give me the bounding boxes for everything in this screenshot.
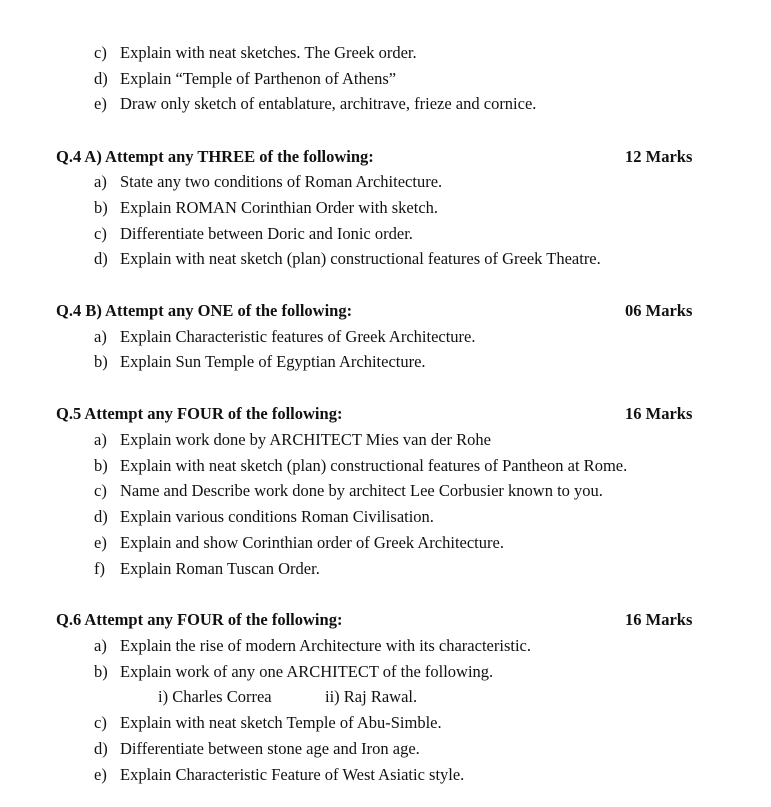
item-text: Explain “Temple of Parthenon of Athens” (120, 69, 397, 88)
item-text: Explain Characteristic features of Greek Architecture. (120, 327, 476, 346)
item-text: Explain Sun Temple of Egyptian Architecture. (120, 352, 426, 371)
item-text: Name and Describe work done by architect Lee Corbusier known to you. (120, 481, 603, 500)
question-marks: 16 Marks (625, 610, 693, 629)
item-label: c) (94, 224, 107, 243)
item-text: Differentiate between Doric and Ionic order. (120, 224, 413, 243)
list-item (94, 765, 464, 785)
item-text: Explain and show Corinthian order of Greek Architecture. (120, 533, 504, 552)
list-item (94, 94, 536, 114)
item-label: a) (94, 172, 107, 191)
item-text: Explain Characteristic Feature of West Asiatic style. (120, 765, 465, 784)
item-label: e) (94, 765, 107, 784)
item-text: Explain with neat sketch (plan) constructional features of Greek Theatre. (120, 249, 601, 268)
sub-option: ii) Raj Rawal. (325, 687, 418, 706)
item-label: c) (94, 481, 107, 500)
list-item (94, 739, 420, 759)
item-label: b) (94, 352, 108, 371)
list-item (94, 662, 493, 682)
list-item (94, 430, 491, 450)
item-label: e) (94, 533, 107, 552)
item-label: a) (94, 327, 107, 346)
item-text: Differentiate between stone age and Iron age. (120, 739, 420, 758)
question-heading: Q.4 B) Attempt any ONE of the following: (56, 301, 353, 320)
item-text: State any two conditions of Roman Architecture. (120, 172, 443, 191)
item-label: b) (94, 198, 108, 217)
item-text: Explain with neat sketches. The Greek order. (120, 43, 417, 62)
item-label: c) (94, 713, 107, 732)
list-item (94, 533, 504, 553)
item-text: Explain ROMAN Corinthian Order with sketch. (120, 198, 439, 217)
question-marks: 12 Marks (625, 147, 693, 166)
question-marks: 16 Marks (625, 404, 693, 423)
item-label: c) (94, 43, 107, 62)
item-label: a) (94, 636, 107, 655)
list-item (94, 327, 476, 347)
item-text: Explain work done by ARCHITECT Mies van der Rohe (120, 430, 491, 449)
item-label: e) (94, 94, 107, 113)
item-label: a) (94, 430, 107, 449)
list-item (94, 559, 320, 579)
item-label: d) (94, 249, 108, 268)
list-item (94, 507, 434, 527)
list-item (94, 198, 438, 218)
item-label: b) (94, 456, 108, 475)
list-item (94, 481, 603, 501)
item-label: d) (94, 507, 108, 526)
item-text: Explain Roman Tuscan Order. (120, 559, 320, 578)
list-item (94, 69, 396, 89)
list-item (94, 172, 442, 192)
list-item (94, 249, 601, 269)
list-item (94, 456, 627, 476)
list-item (94, 636, 531, 656)
question-heading: Q.6 Attempt any FOUR of the following: (56, 610, 343, 629)
item-text: Explain various conditions Roman Civilisation. (120, 507, 434, 526)
list-item (94, 713, 442, 733)
item-text: Explain with neat sketch (plan) constructional features of Pantheon at Rome. (120, 456, 628, 475)
item-label: d) (94, 69, 108, 88)
item-text: Explain with neat sketch Temple of Abu-Simble. (120, 713, 442, 732)
item-label: f) (94, 559, 105, 578)
list-item (94, 43, 417, 63)
question-heading: Q.5 Attempt any FOUR of the following: (56, 404, 343, 423)
question-marks: 06 Marks (625, 301, 693, 320)
item-text: Explain the rise of modern Architecture with its characteristic. (120, 636, 531, 655)
sub-option: i) Charles Correa (158, 687, 272, 706)
item-label: b) (94, 662, 108, 681)
list-item (94, 224, 413, 244)
item-text: Explain work of any one ARCHITECT of the following. (120, 662, 494, 681)
question-heading: Q.4 A) Attempt any THREE of the following: (56, 147, 374, 166)
list-item (94, 352, 426, 372)
item-text: Draw only sketch of entablature, architrave, frieze and cornice. (120, 94, 537, 113)
item-label: d) (94, 739, 108, 758)
